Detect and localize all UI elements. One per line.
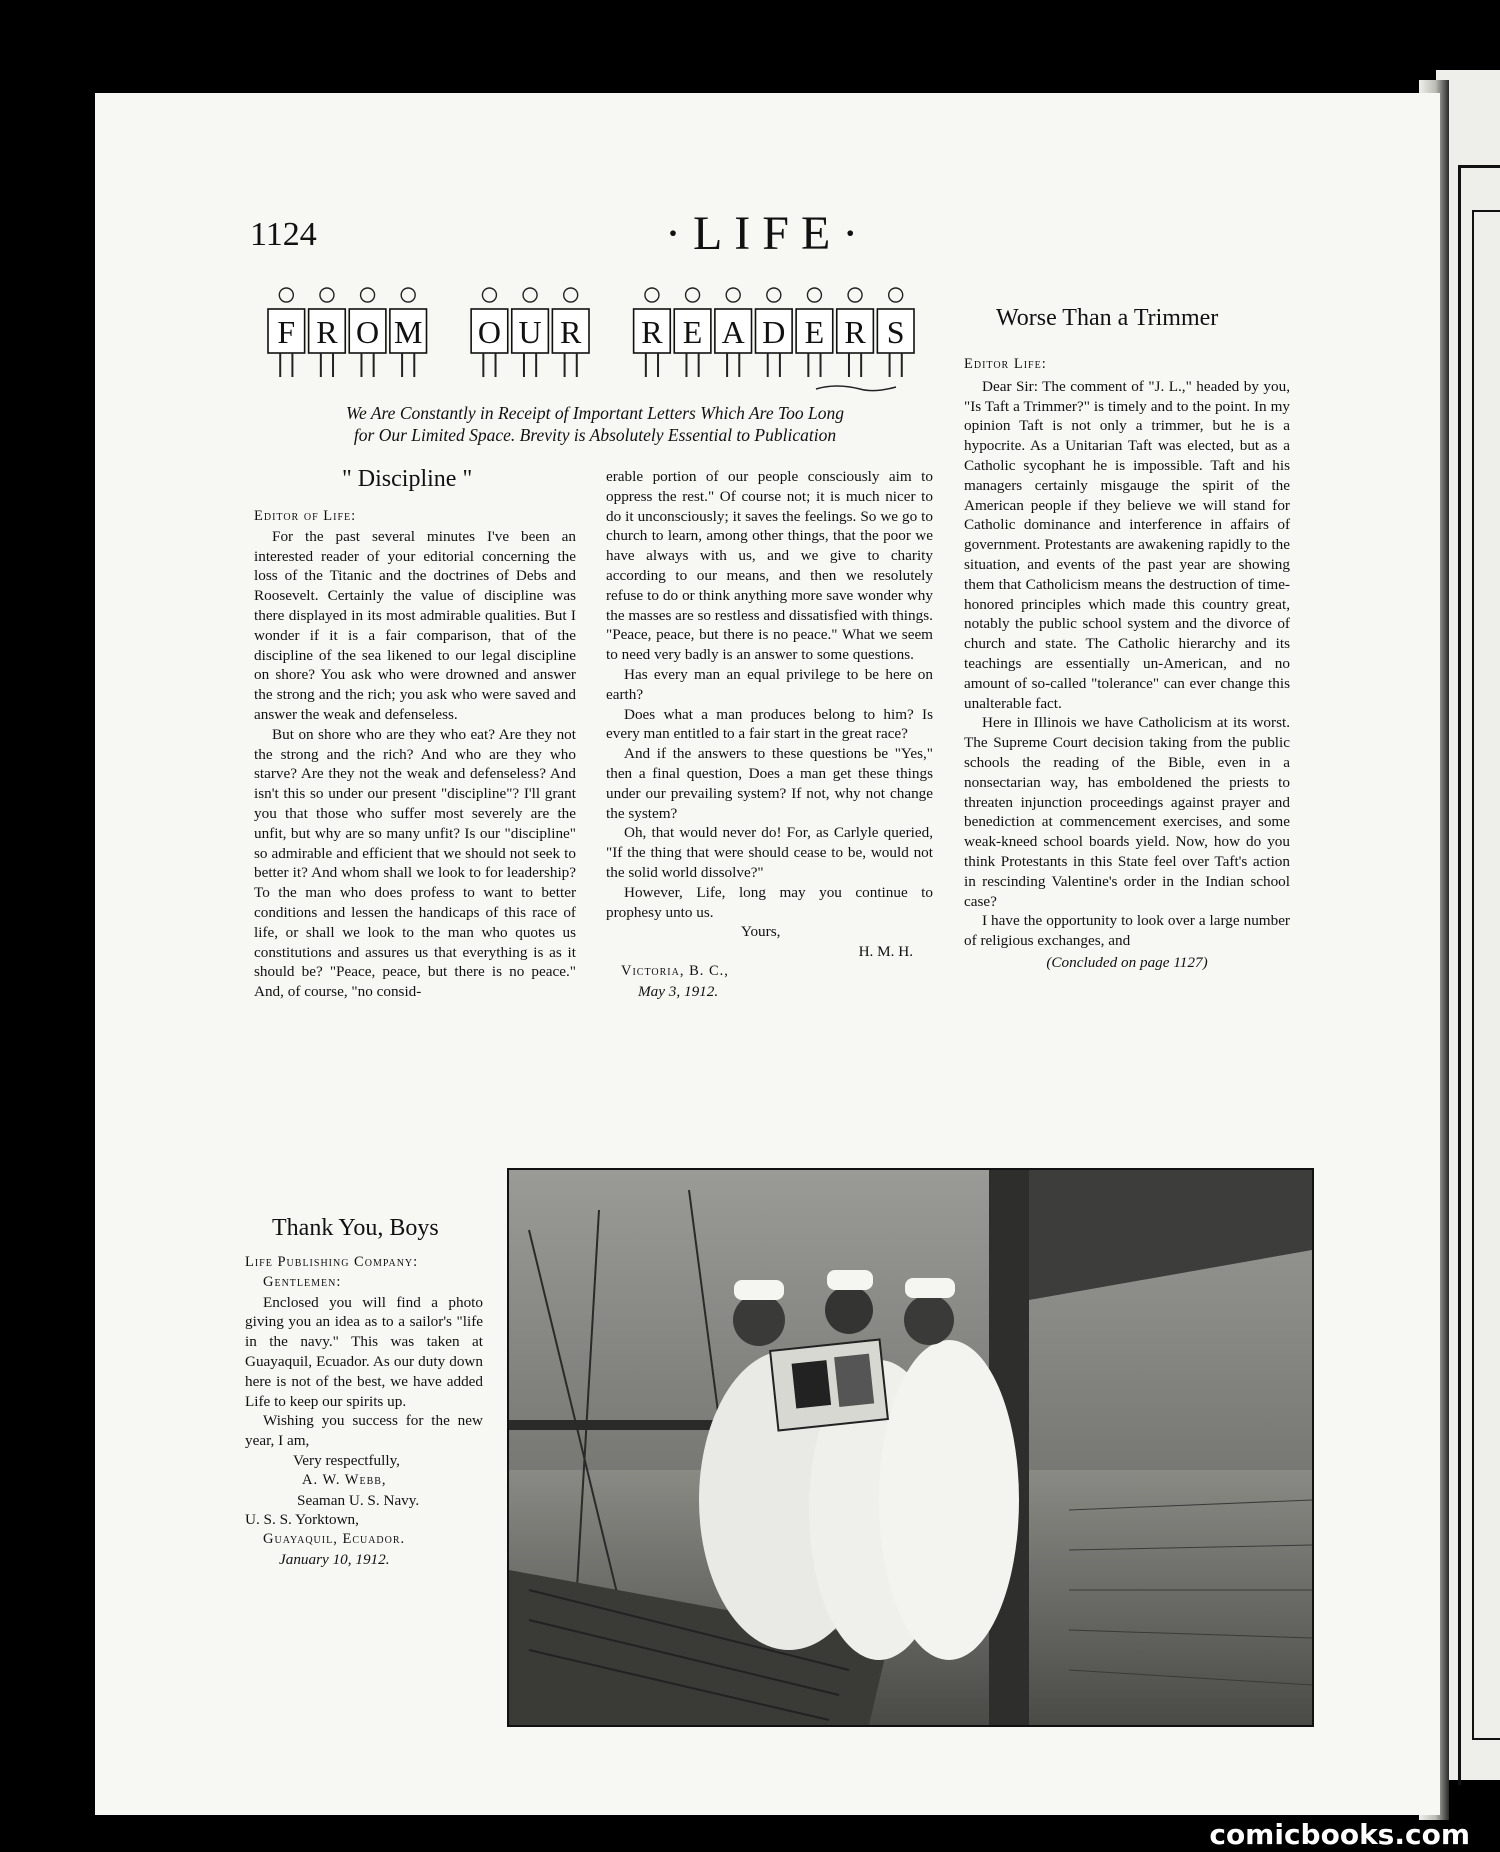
discipline-paragraph: But on shore who are they who eat? Are they not the strong and the rich? And who are they who starve? Are they not the weak and defenseless? And isn't this so under our present "discipline"? I'll grant you that those who suffer most severely are the unfit, but why are so many unfit? Is our "discipline" so admirable and efficient that we should not seek to better it? And whom shall we look to for leadership? To the man who does profess to want to better conditions and lessen the handicaps of this race of life, or shall we look to the man who quotes us constitutions and assures us that everything is as it should be? "Peace, peace, but there is no peace." And, of course, "no consid- xyxy=(254,725,576,1001)
page-number: 1124 xyxy=(250,216,317,253)
discipline-title: " Discipline " xyxy=(342,466,473,492)
banner-letter: E xyxy=(804,314,825,350)
tagline xyxy=(255,402,935,446)
masthead: ·LIFE· xyxy=(665,207,871,260)
discipline-closing: Yours, xyxy=(741,923,781,941)
trimmer-salutation: Editor Life: xyxy=(964,356,1047,372)
banner-figure-head xyxy=(686,288,700,302)
discipline-paragraph: Oh, that would never do! For, as Carlyle queried, "If the thing that were should cease to be, would not the solid world dissolve?" xyxy=(606,824,933,881)
trimmer-column xyxy=(964,355,1290,973)
discipline-column-2 xyxy=(606,467,933,1002)
discipline-signature: H. M. H. xyxy=(858,943,913,961)
discipline-paragraph: Does what a man produces belong to him? Is every man entitled to a fair start in the great race? xyxy=(606,705,933,743)
banner-letter: R xyxy=(316,314,338,350)
banner-figure-head xyxy=(320,288,334,302)
thanks-column xyxy=(245,1253,483,1570)
banner-figure-head xyxy=(848,288,862,302)
banner-letter: R xyxy=(844,314,866,350)
thanks-ship: U. S. S. Yorktown, xyxy=(245,1511,359,1529)
thanks-salutation-2: Gentlemen: xyxy=(263,1273,342,1290)
banner-letter: R xyxy=(560,314,582,350)
discipline-place: Victoria, B. C., xyxy=(621,962,729,979)
thanks-closing: Very respectfully, xyxy=(293,1451,400,1469)
banner-figure-head xyxy=(523,288,537,302)
banner-figure-head xyxy=(726,288,740,302)
banner-figure-head xyxy=(564,288,578,302)
banner-letter: A xyxy=(721,314,745,350)
trimmer-paragraph: Here in Illinois we have Catholicism at its worst. The Supreme Court decision taking from the public schools the reading of the Bible, even in a nonsectarian way, has emboldened the priests to threaten injunction proceedings against prayer and benediction at commencement exercises, and some weak-kneed school boards yield. Now, how do you think Protestants in this State feel over Taft's action in rescinding Valentine's order in the Indian school case? xyxy=(964,714,1290,910)
thanks-salutation-1: Life Publishing Company: xyxy=(245,1254,419,1270)
trimmer-paragraph: I have the opportunity to look over a large number of religious exchanges, and xyxy=(964,912,1290,950)
banner-letter: R xyxy=(641,314,663,350)
discipline-paragraph: "Peace, peace, but there is no peace." What we seem to need very badly is an answer to some questions. xyxy=(606,626,933,664)
discipline-paragraph: Has every man an equal privilege to be here on earth? xyxy=(606,665,933,703)
banner-letter: D xyxy=(762,314,786,350)
trimmer-paragraph: Dear Sir: The comment of "J. L.," headed by you, "Is Taft a Trimmer?" is timely and to the point. In my opinion Taft is not only a trimmer, but he is a hypocrite. As a Unitarian Taft was elected, but as a Catholic sycophant he is impossible. Taft and his managers certainly misgauge the spirit of the American people if they believe we will stand for Catholic dominance and interference in affairs of government. Protestants are awakening rapidly to the situation, and events of the past year are showing them that Catholicism means the destruction of time-honored principles which made this country great, notably the public school system and the divorce of church and state. The Catholic hierarchy and its teachings are essentially un-American, and no amount of so-called "tolerance" can ever change this unalterable fact. xyxy=(964,377,1290,712)
banner-letter: F xyxy=(277,314,296,350)
banner-letter: U xyxy=(518,314,542,350)
banner-figure-head xyxy=(767,288,781,302)
banner-figure-head xyxy=(401,288,415,302)
banner-letter: S xyxy=(886,314,905,350)
banner-figure-head xyxy=(361,288,375,302)
discipline-paragraph: And if the answers to these questions be "Yes," then a final question, Does a man get these things under our prevailing system? If not, why not change the system? xyxy=(606,745,933,822)
banner-letter: M xyxy=(393,314,423,350)
banner-figure-head xyxy=(482,288,496,302)
banner-figure-head xyxy=(279,288,293,302)
discipline-salutation: Editor of Life: xyxy=(254,508,357,524)
banner-figure-head xyxy=(889,288,903,302)
thanks-paragraph: Wishing you success for the new year, I am, xyxy=(245,1412,483,1450)
banner-figure-head xyxy=(645,288,659,302)
thanks-title: Thank You, Boys xyxy=(272,1215,439,1241)
banner-letter: O xyxy=(477,314,501,350)
banner-letter: O xyxy=(356,314,380,350)
thanks-signature: A. W. Webb, xyxy=(302,1471,387,1488)
discipline-paragraph: For the past several minutes I've been an interested reader of your editorial concerning the loss of the Titanic and the doctrines of Debs and Roosevelt. Certainly the value of discipline was there displayed in its most admirable qualities. But I wonder if it is a fair comparison, that of the discipline of the sea likened to our legal discipline on shore? You ask who were drowned and answer the strong and the rich; you ask who were saved and answer the weak and defenseless. xyxy=(254,527,576,723)
thanks-place: Guayaquil, Ecuador. xyxy=(263,1531,406,1548)
watermark: comicbooks.com xyxy=(1209,1818,1470,1851)
thanks-paragraph: Enclosed you will find a photo giving you an idea as to a sailor's "life in the navy." This was taken at Guayaquil, Ecuador. As our duty down here is not of the best, we have added Life to keep our spirits up. xyxy=(245,1293,483,1410)
from-our-readers-banner xyxy=(256,277,926,397)
banner-figure-head xyxy=(807,288,821,302)
discipline-date: May 3, 1912. xyxy=(638,982,719,1000)
tagline-line-1: We Are Constantly in Receipt of Important Letters Which Are Too Long xyxy=(346,403,844,423)
banner-letter: E xyxy=(682,314,703,350)
tagline-line-2: for Our Limited Space. Brevity is Absolutely Essential to Publication xyxy=(353,425,837,445)
trimmer-continued: (Concluded on page 1127) xyxy=(1046,953,1208,971)
sailors-photograph xyxy=(507,1168,1314,1727)
thanks-rank: Seaman U. S. Navy. xyxy=(297,1491,420,1509)
trimmer-title: Worse Than a Trimmer xyxy=(996,305,1219,331)
discipline-paragraph: However, Life, long may you continue to prophesy unto us. xyxy=(606,883,933,921)
discipline-paragraph: erable portion of our people consciously aim to oppress the rest." Of course not; it is much nicer to do it unconsciously; it saves the feelings. So we go to church to learn, among other things, that the poor we have always with us, and we give to charity according to our means, and then we resolutely refuse to do or think anything more save wonder why the masses are so restless and dissatisfied with things. xyxy=(606,468,933,624)
thanks-date: January 10, 1912. xyxy=(279,1550,390,1568)
discipline-column-1 xyxy=(254,507,576,1002)
